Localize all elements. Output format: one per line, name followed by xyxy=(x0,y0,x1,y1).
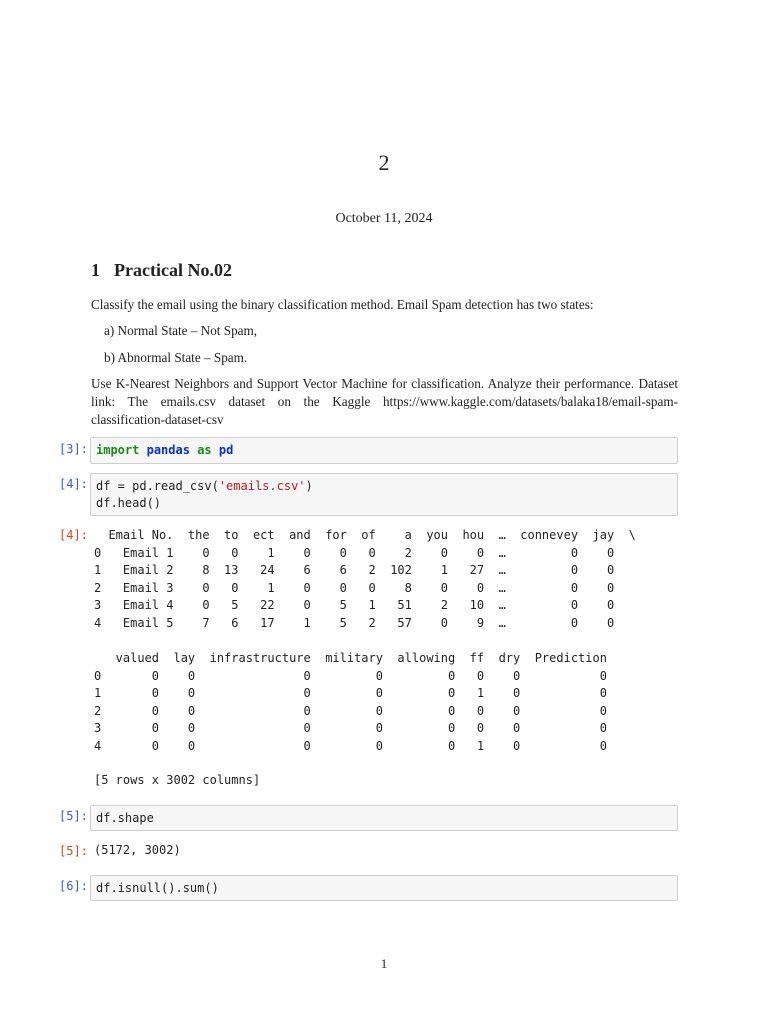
code-cell-6[interactable]: df.isnull().sum() xyxy=(90,875,678,901)
table-row: 1 0 0 0 0 0 1 0 0 xyxy=(94,686,607,701)
intro-paragraph: Classify the email using the binary classification method. Email Spam detection has two states: xyxy=(91,297,594,312)
table-row: 2 0 0 0 0 0 0 0 0 xyxy=(94,703,607,718)
section-heading xyxy=(91,260,232,281)
table-row: Email No. the to ect and for of a you hou … connevey jay \ xyxy=(94,528,636,542)
section-number: 1 xyxy=(91,260,100,280)
table-row: 4 0 0 0 0 0 1 0 0 xyxy=(94,738,607,753)
code-line-1-end: ) xyxy=(305,479,313,493)
table-row: 0 Email 1 0 0 1 0 0 0 2 0 0 … 0 0 xyxy=(94,545,615,560)
shape-output: (5172, 3002) xyxy=(94,843,181,857)
code-keyword-as: as xyxy=(197,443,212,457)
table-row: 3 0 0 0 0 0 0 0 0 xyxy=(94,721,607,736)
code-alias: pd xyxy=(218,443,234,457)
cell-6-in-prompt: [6]: xyxy=(59,879,88,893)
table-row: 2 Email 3 0 0 1 0 0 0 8 0 0 … 0 0 xyxy=(94,580,615,595)
cell-5-in-prompt: [5]: xyxy=(59,809,88,823)
table-row: 0 0 0 0 0 0 0 0 0 xyxy=(94,668,607,683)
code-cell-5[interactable]: df.shape xyxy=(90,805,678,831)
rows-columns-summary: [5 rows x 3002 columns] xyxy=(94,773,261,787)
cell-4-in-prompt: [4]: xyxy=(59,477,88,491)
code-line-2: df.head() xyxy=(96,496,162,510)
list-item-abnormal-state: b) Abnormal State – Spam. xyxy=(104,350,248,365)
code-string: 'emails.csv' xyxy=(218,479,306,493)
dataframe-head-output-continued xyxy=(94,650,607,756)
section-title: Practical No.02 xyxy=(114,260,232,280)
cell-3-in-prompt: [3]: xyxy=(59,442,88,456)
page-number: 1 xyxy=(380,956,388,971)
table-row: 3 Email 4 0 5 22 0 5 1 51 2 10 … 0 0 xyxy=(94,598,615,613)
code-keyword: import xyxy=(96,443,140,457)
list-item-normal-state: a) Normal State – Not Spam, xyxy=(104,323,258,338)
code-cell-4[interactable] xyxy=(90,473,678,516)
code-cell-3[interactable] xyxy=(90,437,678,464)
cell-4-out-prompt: [4]: xyxy=(59,528,88,542)
dataframe-head-output xyxy=(94,527,636,633)
table-row: 4 Email 5 7 6 17 1 5 2 57 0 9 … 0 0 xyxy=(94,615,615,630)
description-paragraph: Use K-Nearest Neighbors and Support Vector Machine for classification. Analyze their performance. Dataset link: The emails.csv dataset on the Kaggle https://www.kaggle.com/datasets/balaka18/email-spam-classification-dataset-csv xyxy=(91,376,678,427)
document-date: October 11, 2024 xyxy=(335,211,433,226)
code-line-1-start: df = pd.read_csv( xyxy=(96,479,219,493)
table-row: valued lay infrastructure military allowing ff dry Prediction xyxy=(94,651,607,665)
code-module: pandas xyxy=(146,443,190,457)
table-row: 1 Email 2 8 13 24 6 6 2 102 1 27 … 0 0 xyxy=(94,563,615,578)
document-title: 2 xyxy=(378,150,390,175)
cell-5-out-prompt: [5]: xyxy=(59,844,88,858)
